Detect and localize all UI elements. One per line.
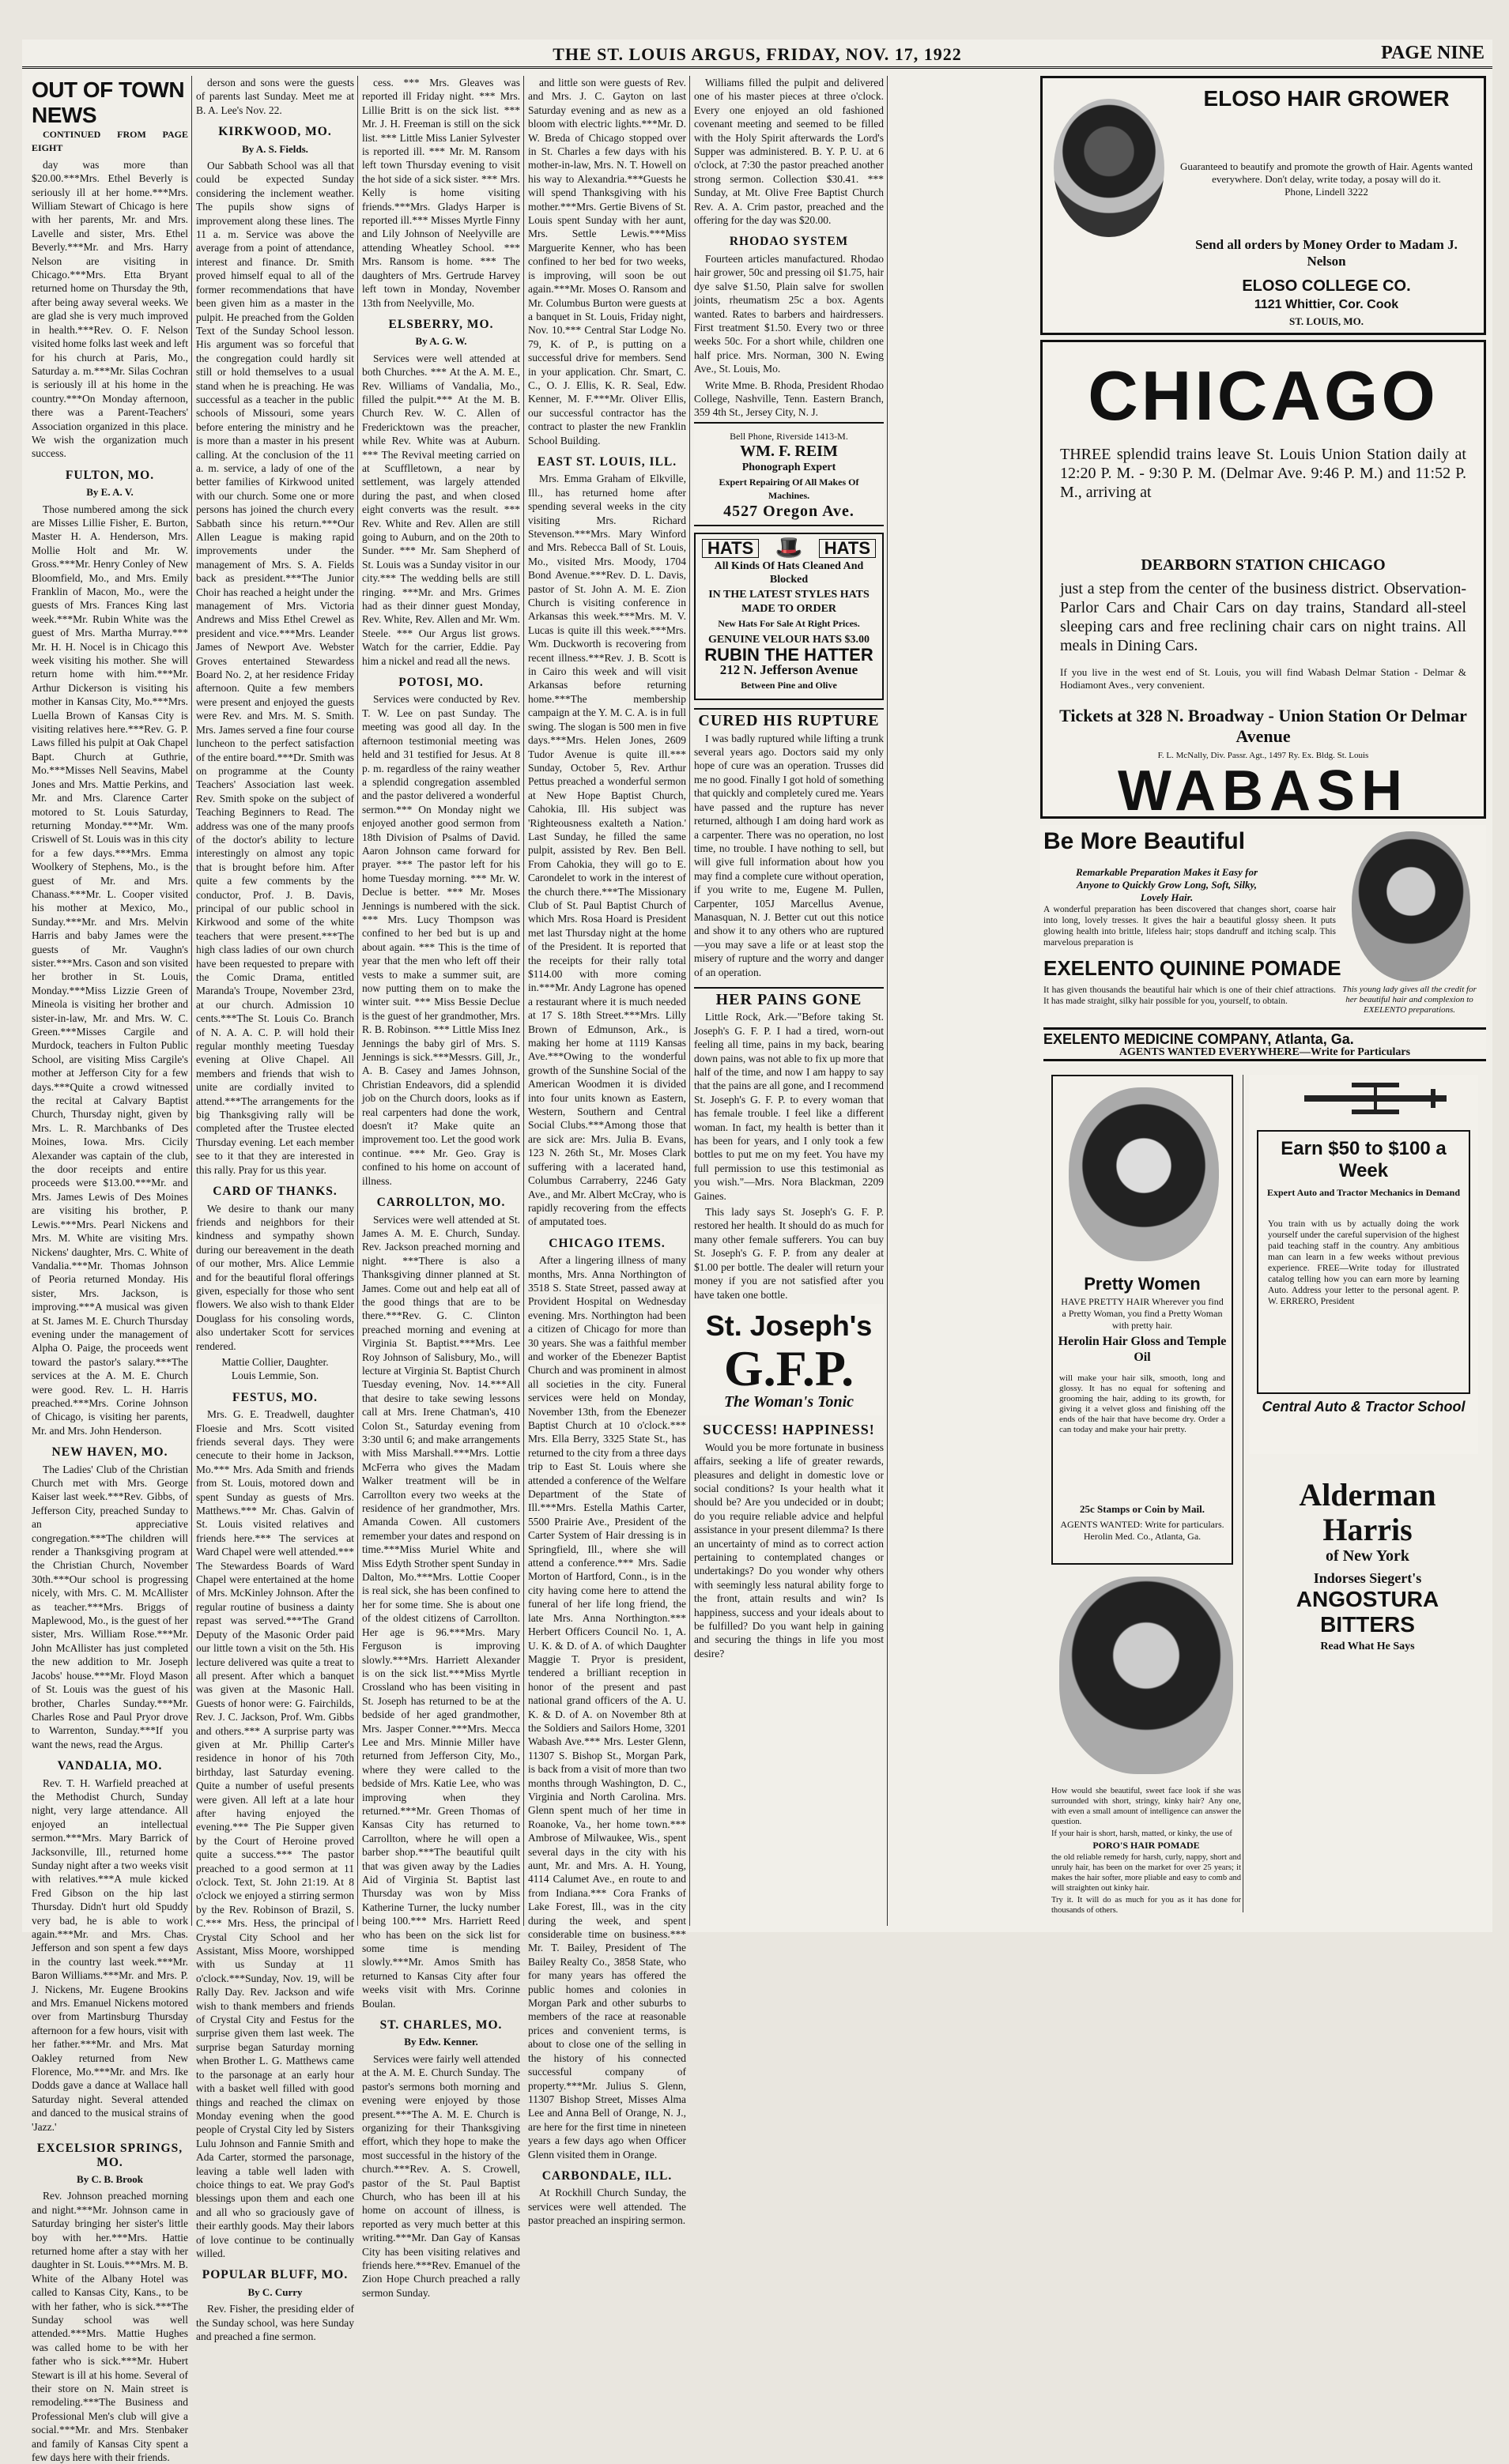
article-text: Services were well attended at St. James A. M. E. Church, Sunday. Rev. Jackson preached morning and night. ***There is also a Thanksgiving dinner planned at St. James. Come out and help eat all of the good things that are to be there.***Rev. G. C. Clinton preached morning and evening at Virginia St. Baptist.***Mrs. Lee Roy Johnson of Salisbury, Mo., will lecture at Virginia St. Baptist Church Tuesday evening, Nov. 14.***All that desire to take sewing lessons call at Mrs. Irene Chatman's, 410 Colon St., Saturday evening from 3:30 until 6; and make arrangements with Miss Marshall.***Mrs. Lottie McFerra who gives the Madam Walker treatment will be in Carrollton every two weeks at the residence of her grandmother, Mrs. Amanda Cowen. All customers remember your dates and respond on time.***Miss Muriel White and Miss Edyth Strother spent Sunday in Dalton, Mo.***Mrs. Lottie Cooper is real sick, she has been confined to her for some time. She is about one of the oldest citizens of Carrollton. Her age is 96.***Mrs. Mary Ferguson is improving slowly.***Mrs. Harriett Alexander is on the sick list.***Miss Myrtle Crossland who has been visiting in St. Joseph has returned to be at the bedside of her aged grandmother, Mrs. Jasper Conner.***Mrs. Mecca Lee and Mrs. Minnie Miller have returned from Jefferson City, Mo., where they were called to the bedside of Mrs. Katie Lee, who was improving when they returned.***Mr. Green Thomas of Kansas City has returned to Carrollton, where he will open a barber shop.***The beautiful quilt that was given away by the Ladies Aid of Virginia St. Baptist last Thursday was won by Miss Katherine Turner, the lucky number being 100.*** Mrs. Harriett Reed who has been on the sick list for some time is mending slowly.***Mr. Amos Smith has returned to Kansas City after four weeks visit with Mrs. Corinne Boulan. [362,1213,520,2010]
article-text: Williams filled the pulpit and delivered one of his master pieces at three o'clock. Every one enjoyed an old fashioned covenant meeting and seemed to be filled with the Holy Spirit afterwards the Lord's Supper was administered. B. Y. P. U. at 6 o'clock, at 7:30 the pastor preached another strong sermon. Collection $30.41. *** Sunday, at Mt. Olive Free Baptist Church Rev. A. A. Crim pastor, preached and the offering for the day was $20.00. [694,77,884,227]
article-text: Would you be more fortunate in business affairs, seeking a life of greater rewards, pleasures and delight in domestic love or social conditions? Is your health what it should be? Are you undecided or in doubt; do you require reliable advice and helpful assistance in your present dilemma? Is there an uncertainty of mind as to correct action pertaining to contemplated changes or undertakings? Do you wonder why others with seemingly less natural ability forge to the front, attain results and win? Is happiness, success and your ideals about to be fulfilled? Do you want help in gaining and securing the things in life you most desire? [694,1441,884,1660]
portrait-image [1352,831,1470,981]
poro-pomade-ad [1051,1786,1241,1917]
pw-price: 25c Stamps or Coin by Mail. [1080,1503,1205,1515]
article-headline: RHODAO SYSTEM [729,235,849,249]
reim-line: Expert Repairing Of All Makes Of Machines. [719,476,859,502]
eloso-desc-text: Guaranteed to beautify and promote the growth of Hair. Agents wanted everywhere. Don't delay, write today, a posay will do it. [1179,160,1473,185]
reim-address: 4527 Oregon Ave. [723,502,854,520]
rubin-name: RUBIN THE HATTER [704,645,873,665]
pretty-women-ad [1051,1075,1233,1565]
wabash-chicago-ad [1040,340,1486,823]
airplane-icon [1296,1075,1454,1122]
reim-title: Phonograph Expert [741,461,836,473]
article-headline: NEW HAVEN, MO. [51,1445,168,1460]
section-headline: OUT OF TOWN NEWS [32,77,185,127]
reim-phonograph-ad [694,422,884,526]
article-text: Services were well attended at both Churches. *** At the A. M. E., Rev. Williams of Vandalia, Mo., filled the pulpit.*** At the M. B. Church Rev. W. C. Allen of Fredericktown was the preacher, while Rev. White was at Auburn. *** The Revival meeting carried on at Scufflletown, a near by settlement, was largely attended during the past, and when closed eight converts was the result. *** Rev. White and Rev. Allen are still going to Auburn, and on the 20th to Sunder. *** Mr. Sam Shepherd of St. Louis was a Sunday visitor in our city.*** The wedding bells are still ringing. ***Mr. and Mrs. Grimes had as their dinner guest Monday, Rev. White, Rev. Allen and Mr. Wm. Steele. *** Our Argus list grows. Watch for the carrier, Eddie. Pay him a nickel and read all the news. [362,352,520,667]
stjoe-title: St. Joseph's [705,1309,873,1342]
article-text: Rev. Fisher, the presiding elder of the Sunday school, was here Sunday and preached a fine sermon. [196,2303,354,2342]
article-text: Rev. T. H. Warfield preached at the Methodist Church, Sunday night, very large attendance. All enjoyed an intellectual sermon.***Mrs. Mary Barrick of Jacksonville, Ill., returned home Sunday night after a two weeks visit with relatives.***A mule kicked Fred Gibson on the hip last Thursday. Didn't hurt old Spuddy very bad, he is able to work again.***Mr. and Mrs. Chas. Jefferson and son spent a few days in the country last week.***Mr. Baron Williams.***Mr. and Mrs. P. J. Nickens, Mr. Eugene Brookins and Mrs. Emanuel Nickens motored over from Martinsburg Thursday afternoon for a few hours, visit with her father.***Mr. and Mrs. Mat Oakley returned from New Florence, Mo.***Mr. and Mrs. Ike Dodds gave a dance at Wallace hall Saturday night. Several attended and danced to the musical strains of 'Jazz.' [32,1776,188,2133]
wabash-logo: WABASH [1118,759,1409,823]
article-headline: FESTUS, MO. [232,1390,318,1404]
wabash-agent: F. L. McNally, Div. Passr. Agt., 1497 Ry. Ex. Bldg. St. Louis [1157,751,1369,760]
exelento-company: EXELENTO MEDICINE COMPANY, Atlanta, Ga. [1043,1027,1486,1048]
article-text: cess. *** Mrs. Gleaves was reported ill Friday night. *** Mrs. Lillie Britt is on the sick list. *** Mr. J. H. Freeman is still on the sick list. *** Little Miss Lanier Sylvester is reported ill. *** Mr. M. Ransom left town Thursday evening to visit the hot side of a sick sister. *** Mrs. Kelly is home visiting friends.***Mrs. Gladys Harper is reported ill.*** Misses Myrtle Finny and Lily Johnson of Neelyville are attending Wheatley School. *** Mrs. Ransom is home. *** The daughters of Mrs. Gertrude Harvey left town in Monday, November 13th from Neelyville, Mo. [362,77,520,309]
ang-read: Read What He Says [1320,1641,1415,1652]
article-text: Write Mme. B. Rhoda, President Rhodao College, Nashville, Tenn. Eastern Branch, 359 4th St., Jersey City, N. J. [694,379,884,419]
article-headline: VANDALIA, MO. [57,1759,163,1773]
article-text: I was badly ruptured while lifting a trunk several years ago. Doctors said my only hope of cure was an operation. Trusses did me no good. Finally I got hold of something that quickly and completely cured me. Years have passed and the rupture has never returned, although I am doing hard work as a carpenter. There was no operation, no lost time, no trouble. I have nothing to sell, but will give full information about how you may find a complete cure without operation, if you write to me, Eugene M. Pullen, Carpenter, 105J Marcellus Avenue, Manasquan, N. J. Better cut out this notice and show it to any others who are ruptured—you may save a life or at least stop the misery of rupture and the worry and danger of an operation. [694,732,884,978]
stjoe-gfp: G.F.P. [723,1339,854,1396]
ang-indorses: Indorses Siegert's [1313,1570,1422,1586]
column-3 [359,76,524,2299]
byline: By A. G. W. [415,335,467,348]
article-text: derson and sons were the guests of parents last Sunday. Meet me at B. A. Lee's Nov. 22. [196,77,354,116]
hats-label-left: HATS [702,539,759,557]
pomade-text: the old reliable remedy for harsh, curly, nappy, short and unruly hair, has been on the market for over 25 years; it makes the hair softer, more pliable and easy to comb and will straighten out kinky hair. [1051,1853,1241,1893]
article-text: Services were conducted by Rev. T. W. Lee on past Sunday. The meeting was good all day. In the afternoon testimonial meeting was held and 31 testified for Jesus. At 8 p. m. regardless of the rainy weather a splendid congregation assembled and the pastor delivered a wonderful sermon.*** On Monday night we enjoyed another good sermon from 18th Division of Psalms of David. Aaron Johnson came forward for prayer. *** The pastor left for his home Tuesday morning. *** Mr. W. Declue is better. *** Mr. Moses Jennings is numbered with the sick. *** Mrs. Lucy Thompson was confined to her bed but is up and about again. *** This is the time of year that the men who left off their vests to make a summer suit, are now putting them on to make the winter suit. *** Miss Bessie Declue is the guest of her grandmother, Mrs. R. B. Robinson. *** Little Miss Inez Jennings the baby girl of Mrs. S. Jennings is sick.***Messrs. Gill, Jr., A. B. Casey and James Johnson, Christian Endeavors, did a splendid job on the Church doors, looks as if real carpenters had done the work, doesn't it? Make quite an improvement too. Let the good work continue. *** Mr. Geo. Gray is confined to his home on account of illness. [362,693,520,1187]
eloso-city: ST. LOUIS, MO. [1288,315,1364,327]
article-headline: EXCELSIOR SPRINGS, MO. [36,2142,183,2169]
article-text: We desire to thank our many friends and neighbors for their kindness and sympathy shown during our bereavement in the death of our mother, Mrs. Alice Lemmie and for the beautiful floral offerings given, especially for those who sent flowers. We also wish to thank Elder Douglass for his consoling words, also undertaker Scott for services rendered. [196,1202,354,1352]
rubin-hatter-ad [694,533,884,700]
article-text: Our Sabbath School was all that could be expected Sunday considering the inclement weather. The pupils show signs of improvement along these lines. The 11 a. m. Service was above the average from a point of attendance, interest and finance. Dr. Smith proved himself equal to all of the former recommendations that have been given him as a master in the pulpit. He preached from the Golden Text of the Sunday School lesson. His argument was so forceful that the congregation could hardly sit still or hold themselves to a usual stand when he is preaching. He was successful as a teacher in the public schools of Missouri, some years before entering the ministry and he is more than a master in his present calling. At the conclusion of the 11 a. m. service, a lady of one of the better families of Kirkwood united with our church. Some one or more persons has joined the church every Sabbath since his return.***Our Allen League is making rapid improvements under the management of Mrs. S. A. Fields back as president.***The Junior Choir has reached a height under the management of Mrs. Victoria Andrews and Miss Ethel Crewel as president and vice.***Mrs. Leander James of Newport Ave. Webster Groves entertained Stewardess Board No. 2, at her residence Friday afternoon. Quite a few members were present and enjoyed the guests were Rev. and Mrs. M. S. Smith. Mrs. James served a fine four course luncheon to the perfect satisfaction of the entire board.***Dr. Smith was on programme at the County Teachers' Association last week. Rev. Smith spoke on the subject of Teaching Beginners to Read. The address was one of the many proofs of the doctor's ability to lecture interestingly on almost any topic that is brought before him. After quite a few comments by the conductor, Prof. J. B. Davis, principal of our public school in Kirkwood and some of the white teachers that were present.***The high class ladies of our own church have been requested to prepare with the Comic Drama, entitled Maranda's Troupe, November 23rd, at our church. Admission 10 cents.***The St. Louis Co. Branch of N. A. A. C. P. will hold their regular monthly meeting Tuesday evening at Olive Chapel. All members and friends that wish to unite are cordially invited to attend.***The arrangements for the big Thanksgiving rally will be completed after the Trustee elected Thursday evening. Let each member see to it that they are interested in this rally. Pray for us this year. [196,160,354,1176]
article-headline: ST. CHARLES, MO. [379,2018,503,2033]
eloso-title: ELOSO HAIR GROWER [1203,86,1450,111]
article-headline: CURED HIS RUPTURE [694,708,884,728]
continued-note: CONTINUED FROM PAGE EIGHT [32,129,188,154]
pw-agents: AGENTS WANTED: Write for particulars. Herolin Med. Co., Atlanta, Ga. [1060,1519,1224,1542]
bmb-caption: This young lady gives all the credit for her beautiful hair and complexion to EXELENTO preparations. [1342,985,1477,1015]
rubin-line-1: All Kinds Of Hats Cleaned And Blocked [714,559,864,586]
pomade-text: Try it. It will do as much for you as it has done for thousands of others. [1051,1896,1241,1915]
ang-product: ANGOSTURA BITTERS [1296,1587,1439,1637]
reim-phone: Bell Phone, Riverside 1413-M. [730,430,848,442]
newspaper-title: THE ST. LOUIS ARGUS, FRIDAY, NOV. 17, 1922 [553,44,962,64]
hat-icon: 🎩 [775,536,803,561]
hats-label-right: HATS [819,539,876,557]
eloso-phone: Phone, Lindell 3222 [1285,186,1368,198]
article-text: Mrs. G. E. Treadwell, daughter Floesie and Mrs. Scott visited friends several days. They were cenecute to their home in Jackson, Mo.*** Mrs. Ada Smith and friends from St. Louis, motored down and spent Sunday as guests of Mrs. Matthews.*** Mr. Chas. Galvin of St. Louis visited relatives and friends here.*** The services at Ward Chapel were well attended.*** The Stewardess Boards of Ward Chapel were entertained at the home of Mrs. McKinley Johnson. After the regular routine of business a dainty repast was served.***The Grand Deputy of the Masonic Order paid our little town a visit on the 5th. His lecture delivered was quite a treat to all present. After which a banquet was given at the Masonic Hall. Guests of honor were: G. Fairchilds, Rev. J. C. Jackson, Prof. Wm. Gibbs and others.*** A surprise party was given at Mr. Phillip Carter's residence in honor of his 70th birthday, last Saturday evening. Quite a number of useful presents were given. All left at a late hour after having enjoyed the evening.*** The Pie Supper given by the Court of Heroine proved quite a success.*** The pastor preached to a good sermon at 11 o'clock. Text, St. John 21:19. At 8 o'clock we enjoyed a stirring sermon by the Rev. Robinson of Brazil, S. C.*** Mrs. Hess, the principal of Crystal City School and her Assistant, Miss Moore, worshipped with us Sunday at 11 o'clock.***Sunday, Nov. 19, will be Rally Day. Rev. Jackson and wife wish to thank members and friends of Crystal City and Festus for the surprise given them last week. The surprise began Saturday morning when Brother L. G. Matthews came to the parsonage at an early hour with a basket well filled with good things and reached the climax on Monday evening when the good people of Crystal City led by Sisters Lulu Johnson and Fannie Smith and Ada Carter, stormed the parsonage, leaving a table well laden with choice things to eat. We pray God's blessings upon them and each one and all who so graciously gave of their earthly goods. May their labors of love continue to be continually willed. [196,1408,354,2259]
eloso-company [1177,277,1476,314]
school-name: Central Auto & Tractor School [1262,1399,1466,1415]
rubin-line-3: New Hats For Sale At Right Prices. [718,618,860,630]
article-headline: HER PAINS GONE [694,987,884,1007]
eloso-company-addr: 1121 Whittier, Cor. Cook [1254,298,1399,311]
rubin-line-2: IN THE LATEST STYLES HATS MADE TO ORDER [708,589,870,615]
pw-product: Herolin Hair Gloss and Temple Oil [1058,1335,1227,1364]
portrait-image [1059,1577,1233,1774]
pomade-title: PORO'S HAIR POMADE [1092,1840,1200,1851]
column-2 [193,76,358,2342]
bmb-body: A wonderful preparation has been discovered that changes short, coarse hair into long, lovely tresses. It gives the hair a beautiful glossy sheen. It puts glowing health into brittle, lifeless hair; stops dandruff and itching scalp. This marvelous preparation is [1043,905,1336,948]
be-more-beautiful-ad [1040,825,1486,1064]
portrait-image [1054,99,1164,237]
wabash-details: just a step from the center of the business district. Observation-Parlor Cars and Chair Cars on day trains, Standard all-steel sleeping cars and free reclining chair cars on night trains. All meals in Dining Cars. [1060,580,1466,654]
wabash-station: DEARBORN STATION CHICAGO [1141,556,1386,574]
pomade-text: How would she beautiful, sweet face look if she was surrounded with short, stringy, kinky hair? Any one, with even a small amount of intelligence can answer the question. [1051,1787,1241,1826]
article-text: Those numbered among the sick are Misses Lillie Fisher, E. Burton, Master H. A. Henderson, Mrs. Mollie Holt and Mr. W. Gross.***Mr. Henry Conley of New Bloomfield, Mo., and Mrs. Emily Franklin of Macon, Mo., were the guests of Mrs. Frances King last week.***Mr. Rubin White was the guest of Mrs. Martha Murray.*** Mr. H. H. Nocel is in Chicago this week visiting his mother. She will return home with him.***Mr. Arthur Dickerson is visiting his mother in Kansas City, Mo.***Mrs. Luella Brown of Kansas City is visiting relatives here.***Rev. G. P. Laws filled his pulpit at Oak Chapel Bapt. Church at Guthrie, Mo.***Misses Nell Seavins, Mabel Jones and Mrs. Mattie Perkins, and Mr. and Mrs. Clarence Carter motored to St. Louis Saturday, returning Monday.***Mr. Wm. Criswell of St. Louis was in this city for a few days.***Mrs. Emma Woolkery of Stephens, Mo., is the guest of Mr. and Mrs. Chanass.***Mr. L. Cooper visited his mother at Mexico, Mo., Sunday.***Mr. and Mrs. Melvin Harris and baby James were the guests of Mr. Vaughn's sister.***Mrs. Cason and son visited her brother in St. Louis, Monday.***Miss Lizzie Green of Mineola is visiting her brother and sister-in-law, Mr. and Mrs. W. C. Green.***Misses Cargile and Murdock, teachers in Fulton Public School, are visiting Miss Cargile's mother at Jefferson City for a few days.***Quite a crowd witnessed the recital at Calvary Baptist Church, Thursday night, given by Mrs. L. R. Marchbanks of Des Moines, Iowa. Mrs. Cicily Alexander was captain of the club, the door receipts and entire proceeds were $13.00.***Mr. and Mrs. James Lewis of Des Moines are visiting his brother, P. Lewis.***Mrs. Pearl Nickens and Mrs. M. White are visiting Mrs. Nickens' daughter, Mrs. C. White of Vandalia.***Mr. Thomas Johnson of Peoria returned Monday. His sister, Mrs. Jackson, is improving.***A musical was given at St. James M. E. Church Thursday evening under the management of Alpha O. Paige, the proceeds went toward the pastor's salary.***The services at the A. M. E. Church were good. Rev. L. H. Harris preached.***Mrs. Corine Johnson of Chicago, is visiting her parents, Mr. and Mrs. John Henderson. [32,503,188,1437]
signature: Louis Lemmie, Son. [231,1370,319,1382]
earn-body: You train with us by actually doing the work yourself under the careful supervision of the highest paid teaching staff in the country. Any ambitious man can learn in a few weeks without previous experience. FREE—Write today for illustrated catalog telling how you can earn more by learning Auto. Address your letter to the personal agent. P. W. ERRERO, President [1268,1219,1459,1306]
byline: By A. S. Fields. [242,142,308,155]
pw-tagline: HAVE PRETTY HAIR Wherever you find a Pretty Woman, you find a Pretty Woman with pretty hair. [1061,1296,1224,1331]
article-text: Mrs. Emma Graham of Elkville, Ill., has returned home after spending several weeks in the city visiting Mrs. Richard Stevenson.***Mrs. Mary Winford and Mrs. Rebecca Ball of St. Louis, Mo., visited Mrs. Moody, 1704 Bond Avenue.***Rev. D. L. Davis, pastor of St. John A. M. E. Zion Church is visiting conference in Arkansas this week.***Mrs. M. V. Lucas is quite ill this week.***Mrs. Wm. Duckworth is recovering from recent illness.***Rev. J. B. Scott is in Cairo this week and will visit Arkansas before returning home.***The membership campaign at the Y. M. C. A. is in full swing. The slogan is 500 men in five days.***Mrs. Helen Jones, 2609 Tudor Avenue is quite ill.*** Sunday, October 5, Rev. Arthur Pettus preached a wonderful sermon at New Hope Baptist Church, Cahokia, Ill. His subject was 'Righteousness exalteth a Nation.' Last Sunday, he filled the same pulpit, assisted by Rev. Ben Bell. From Cahokia, they will go to E. Carondelet to work in the interest of the church there.***The Missionary Club of St. Paul Baptist Church of which Mrs. Rosa Hoard is President met last Thursday night at the home of the President. It is reported that the receipts for their rally total $114.00 with more coming in.***Mr. Andy Lagrone has opened a restaurant where it is much needed at 17 S. 18th Street.***Mrs. Lilly Brown of Edmunson, Ark., is making her home at 1119 Kansas Ave.***Owing to the wonderful growth of the Sunshine Social of the American Woodmen it is divided into four units known as Eastern, Western, Southern and Central Social Clubs.***Among those that are sick are: Mrs. Julia B. Evans, 123 N. 26th St., Mr. Moses Clark suffering with a lacerated hand, Columbus Carraberry, 2246 Gaty Ave., and Mr. Albert McCray, who is rapidly recovering from the effects of amputated toes. [528,473,686,1228]
wabash-tickets: Tickets at 328 N. Broadway - Union Station Or Delmar Avenue [1059,706,1467,746]
eloso-hair-grower-ad [1040,76,1486,335]
article-headline: CARD OF THANKS. [213,1185,338,1199]
article-headline: EAST ST. LOUIS, ILL. [537,454,677,469]
portrait-image [1069,1087,1219,1261]
eloso-desc [1177,160,1476,198]
article-text: and little son were guests of Rev. and Mrs. J. C. Gayton on last Saturday evening and as new as a bloom with electric lights.***Mr. D. W. Breda of Chicago stopped over in St. Charles a few days with his mother-in-law, Mrs. N. T. Howell on his way to Alexandria.***Guests he will spend Thanksgiving with his mother.***Mrs. Gertie Bivens of St. Louis spent Sunday with her aunt, Mrs. Settle Lewis.***Miss Marguerite Kenner, who has been confined to her bed for two weeks, is improving, will soon be out again.***Mr. Moses O. Ransom and Mr. Columbus Burton were guests at a banquet in St. Louis, Friday night, Nov. 10.*** Central Star Lodge No. 79, K. of P., is putting on a successful drive for members. Send in your application. Chr. Smart, C. C., O. J. Ellis, K. R. Seal, Edw. Kenner, M. F.***Mr. Oliver Ellis, our successful contractor has the contract to plaster the new Franklin School Building. [528,77,686,446]
article-headline: CARROLLTON, MO. [376,1196,506,1210]
stjoe-tagline: The Woman's Tonic [723,1392,854,1411]
ang-name: Alderman Harris [1299,1477,1436,1547]
rubin-line-4: GENUINE VELOUR HATS $3.00 [707,633,870,646]
wabash-west-end: If you live in the west end of St. Louis, you will find Wabash Delmar Station - Delmar & Hodiamont Aves., very convenient. [1060,666,1466,691]
byline: By C. Curry [247,2285,303,2298]
angostura-bitters-ad [1257,1478,1478,1652]
column-5 [691,76,888,1926]
article-headline: POTOSI, MO. [398,676,484,690]
eloso-order: Send all orders by Money Order to Madam J. Nelson [1195,237,1458,269]
article-text: Services were fairly well attended at the A. M. E. Church Sunday. The pastor's sermons both morning and evening were enjoyed by those present.***The A. M. E. Church is organizing for their Thanksgiving effort, which they hope to make the most successful in the history of the church.***Rev. A. S. Crowell, pastor of the St. Paul Baptist Church, who has been ill at his home on account of illness, is reported as very much better at this writing.***Mr. Dan Gay of Kansas City has been visiting relatives and friends here.***Rev. Emanuel of the Zion Hope Church preached a rally sermon Sunday. [362,2052,520,2299]
pw-description: will make your hair silk, smooth, long and glossy. It has no equal for softening and grooming the hair, adding to its growth, for giving it a velvet gloss and finishing off the ends of the hair that have become dry. Order a can today and make your hair pretty. [1059,1373,1225,1434]
article-text: Fourteen articles manufactured. Rhodao hair grower, 50c and pressing oil $1.75, hair dye salve $1.50, Plain salve for swollen joints, rheumatism 25c a box. Agents wanted. Rates to barbers and hairdressers. First treatment $1.50. Every two or three weeks 50c. For a short while, children one half price. Mrs. Norman, 300 N. Ewing Ave., St. Louis, Mo. [694,252,884,375]
chicago-headline: CHICAGO [1088,356,1439,435]
exelento-agents: AGENTS WANTED EVERYWHERE—Write for Particulars [1043,1046,1486,1061]
page-number: PAGE NINE [1381,43,1484,63]
article-headline: ELSBERRY, MO. [388,317,494,331]
earn-subhead: Expert Auto and Tractor Mechanics in Demand [1266,1187,1460,1198]
auto-school-ad [1249,1075,1478,1454]
article-text: At Rockhill Church Sunday, the services were well attended. The pastor preached an inspiring sermon. [528,2187,686,2227]
bmb-headline: Be More Beautiful [1043,828,1246,854]
column-1 [28,76,192,2464]
byline: By C. B. Brook [77,2172,143,2185]
ang-city: of New York [1326,1547,1409,1565]
bmb-subhead: Remarkable Preparation Makes it Easy for Anyone to Quickly Grow Long, Soft, Silky, Lovely Hair. [1075,866,1258,903]
article-text: Rev. Johnson preached morning and night.***Mr. Johnson came in Saturday bringing her sister's little boy with her.***Mrs. Hattie returned home after a stay with her daughter in St. Louis.***Mrs. M. B. White of the Albany Hotel was called to Kansas City, Kans., to be with her father, who is sick.***The Sunday school was well attended.***Mrs. Mattie Hughes was called home to be with her father who is sick.***Mr. Hubert Stewart is ill at his home. Several of their store on N. Main street is remodeling.***The Business and Professional Men's club will give a social.***Mr. and Mrs. Stenbaker and family of Kansas City spent a few days here with their friends. [32,2190,188,2464]
article-headline: FULTON, MO. [65,468,155,482]
bmb-body-2: It has given thousands the beautiful hair which is one of their chief attractions. It has made straight, silky hair possible for you, yourself, to obtain. [1043,985,1336,1006]
article-headline: KIRKWOOD, MO. [218,125,332,139]
byline: By Edw. Kenner. [404,2036,478,2048]
article-text: day was more than $20.00.***Mrs. Ethel Beverly is seriously ill at her home.***Mrs. William Stewart of Chicago is here with her parents, Mr. and Mrs. Lavelle and sister, Mrs. Ethel Beverly.***Mr. and Mrs. Harry Nelson are visiting in Chicago.***Mrs. Etta Bryant returned home on Thursday the 9th, after being away several weeks. We are glad she is very much improved in health.***Rev. O. F. Nelson visited home folks last week and left for his church at Paris, Mo., Saturday a. m.***Mr. Silas Cochran is seriously ill at his home in the country.***On Monday afternoon, there was a Parent-Teachers' Association organized in this place. We wish the organization much success. [32,158,188,460]
article-headline: CHICAGO ITEMS. [549,1236,666,1250]
eloso-company-name: ELOSO COLLEGE CO. [1242,277,1411,295]
article-text: This lady says St. Joseph's G. F. P. restored her health. It should do as much for many other female sufferers. You can buy St. Joseph's G. F. P. from any dealer at $1.00 per bottle. The dealer will return your money if you are not satisfied after you have taken one bottle. [694,1206,884,1301]
article-headline: CARBONDALE, ILL. [541,2168,673,2183]
earn-headline: Earn $50 to $100 a Week [1281,1138,1447,1181]
wabash-schedule: THREE splendid trains leave St. Louis Union Station daily at 12:20 P. M. - 9:30 P. M. (Delmar Ave. 9:46 P. M.) and 11:52 P. M., arriving at [1060,446,1466,501]
signature: Mattie Collier, Daughter. [221,1355,329,1368]
article-text: The Ladies' Club of the Christian Church met with Mrs. George Kaiser last week.***Rev. Gibbs, of Jefferson City, preached Sunday to an appreciative congregation.***The children will render a Thanksgiving program at the Christian Church, November 30th.***Our school is progressing nicely, with Mrs. C. M. McAllister as teacher.***Mrs. Briggs of Maplewood, Mo., is the guest of her sister, Mrs. William Rose.***Mr. John McAllister has just completed the new addition to Mr. Joseph Jacobs' house.***Mr. Floyd Mason of St. Louis was the guest of his brother, Charles Sunday.***Mr. Charles Rose and Paul Pryor drove to Warrenton, Sunday.***If you want the news, read the Argus. [32,1463,188,1750]
rubin-between: Between Pine and Olive [741,679,837,691]
st-josephs-gfp-ad [694,1304,884,1415]
pw-headline: Pretty Women [1084,1274,1201,1294]
exelento-title: EXELENTO QUININE POMADE [1043,956,1341,980]
article-text: After a lingering illness of many months, Mrs. Anna Northington of 3518 S. State Street, passed away at Provident Hospital on Wednesday evening. Mrs. Northington had been a citizen of Chicago for more than 30 years. She was a faithful member and worker of the Ebenezer Baptist Church and was prominent in almost all societies in the city. Funeral services were held on Monday, November 13th, from the Ebenezer Baptist Church at 10 o'clock.*** Mrs. Ella Berry, 3325 State St., has returned to the city from a three days trip to East St. Louis where she attended a conference of the Welfare Department of the State of Ill.***Mrs. Estella Mathis Carter, 5500 Prairie Ave., President of the Carter System of Hair dressing is in Springfield, Ill., where she will attend a conference.*** Mrs. Sadie Morton of Hartford, Conn., is in the city having come here to attend the funeral of her life long friend, the late Mrs. Anna Northington.*** Herbert Officers Council No. 1, A. U. K. & D. of A. of which Daughter Maggie T. Pryor is president, tendered a brilliant reception in honor of the present and past national grand officers of the A. U. K. & D. of A. on November 8th at the Soldiers and Sailors Home, 3201 Wabash Ave.*** Mrs. Lester Glenn, 11307 S. Bishop St., Morgan Park, is back from a visit of more than two months through Washington, D. C., Virginia and North Carolina. Mrs. Glenn spent much of her time in Roanoke, Va., her home town.*** Ambrose of Milwaukee, Wis., spent several days in the city with his aunt, Mr. and Mrs. A. H. Young, 4114 Calumet Ave., en route to and from Indiana.*** Cora Franks of Lake Forest, Ill., was in the city during the week, and spent considerable time on business.*** Mr. T. Bailey, President of The Bailey Realty Co., 3858 State, who for many years has offered the public homes and colonies in Morgan Park and other suburbs to members of the race at reasonable prices and convenient terms, is about to close one of the selling in the history of his connected successful company of property.***Mr. Julius S. Glenn, 11307 Bishop Street, Misses Alma Lee and Anna Bell of Orange, N. J., are here for the first time in nineteen years a few days ago when Officer Glenn visited them in Orange. [528,1254,686,2161]
masthead [22,40,1492,69]
rubin-address: 212 N. Jefferson Avenue [719,662,858,678]
reim-name: WM. F. REIM [740,443,838,461]
article-headline: SUCCESS! HAPPINESS! [703,1422,875,1438]
article-headline: POPULAR BLUFF, MO. [202,2268,349,2282]
pomade-text: If your hair is short, harsh, matted, or kinky, the use of [1051,1829,1232,1838]
column-4 [525,76,690,2227]
article-text: Little Rock, Ark.—"Before taking St. Joseph's G. F. P. I had a tired, worn-out feeling all time, pains in my back, bearing down pains, was not able to fix up more that half of the time, and now I am happy to say that the pains are all gone, and I recommend St. Joseph's G. F. P. to every woman that has female trouble. I feel like a different woman. In fact, my health is better than it has been for years, and I only took a few bottles to put me on my feet. You have my full permission to use this testimonial as you wish."—Mrs. Nora Blackman, 2209 Gaines. [694,1011,884,1202]
earn-box [1257,1130,1470,1394]
byline: By E. A. V. [86,486,134,499]
